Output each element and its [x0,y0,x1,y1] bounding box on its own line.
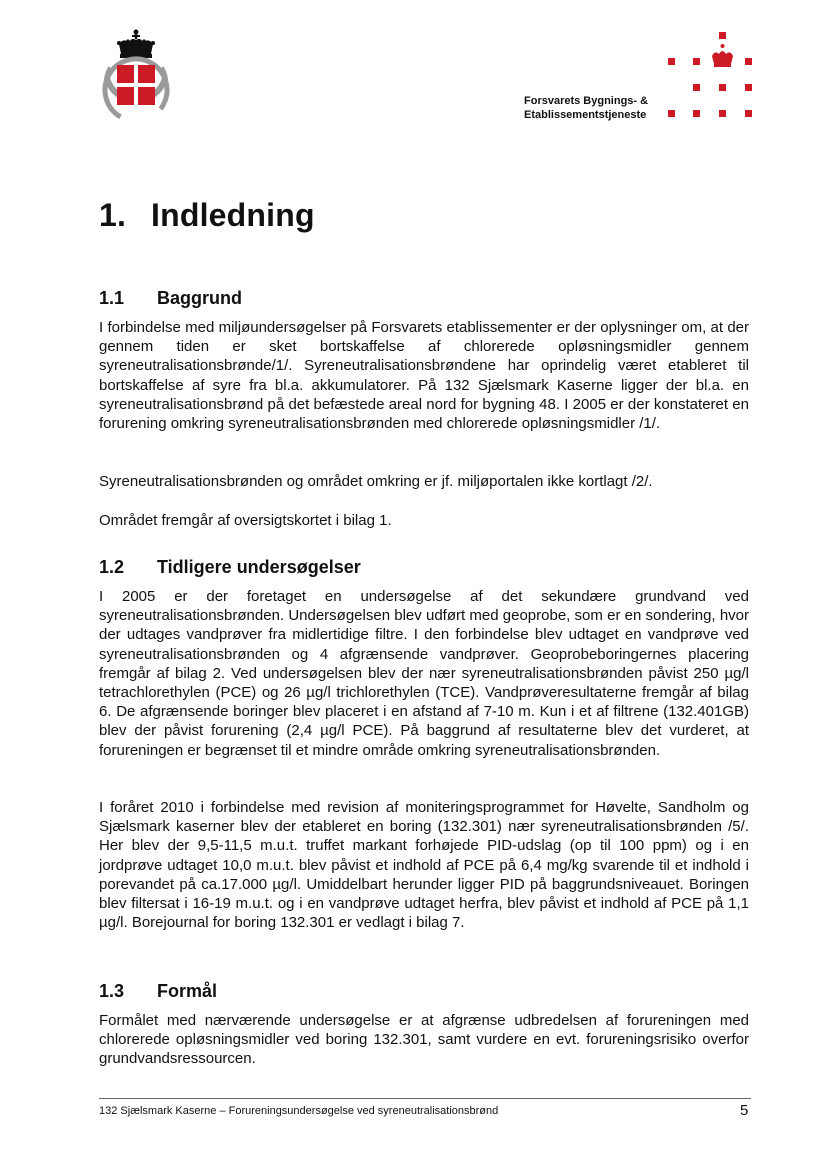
section-heading-formaal [99,981,217,1002]
section-number: 1.2 [99,557,125,577]
paragraph: Syreneutralisationsbrønden og området omkring er jf. miljøportalen ikke kortlagt /2/. [99,473,653,490]
paragraph: Formålet med nærværende undersøgelse er at afgrænse udbredelsen af forureningen med chlorerede opløsningsmidler ved boring 132.301, samt vurdere en evt. forureningsrisiko overfor grundvandsressourcen. [99,1012,749,1068]
paragraph: I 2005 er der foretaget en undersøgelse af det sekundære grundvand ved syreneutralisationsbrønden. Undersøgelsen blev udført med geoprobe, som er en sondering, hvor der udtages vandprøver fra midlertidige filtre. I den forbindelse blev udtaget en vandprøve ved syreneutralisationsbrønden og 4 afgrænsende vandprøver. Geoprobeboringernes placering fremgår af bilag 2. Ved undersøgelsen blev der nær syreneutralisationsbrønden påvist 250 µg/l tetrachlorethylen (PCE) og 26 µg/l trichlorethylen (TCE). Vandprøveresultaterne fremgår af bilag 6. De afgrænsende boringer blev placeret i en afstand af 7-10 m. Kun i et af filtrene (132.401GB) blev der påvist forurening (2,4 µg/l PCE). På baggrund af resultaterne blev det vurderet, at forureningen er begrænset til et mindre område omkring syreneutralisationsbrønden. [99,588,749,759]
section-title: Formål [157,981,218,1001]
organization-name [524,94,664,122]
chapter-title: Indledning [151,197,315,233]
crown-square-grid-logo-icon [664,30,756,120]
footer-document-title: 132 Sjælsmark Kaserne – Forureningsundersøgelse ved syreneutralisationsbrønd [99,1105,499,1117]
section-heading-tidligere-undersogelser [99,557,361,578]
section-title: Tidligere undersøgelser [157,557,361,577]
footer-divider [99,1098,751,1099]
crown-shield-logo-icon [97,28,175,126]
page-number: 5 [740,1102,749,1119]
chapter-number: 1. [99,197,127,233]
paragraph: Området fremgår af oversigtskortet i bilag 1. [99,512,392,529]
organization-name-line2: Etablissementstjeneste [524,109,647,121]
section-heading-baggrund [99,288,242,309]
chapter-heading [99,197,315,234]
section-number: 1.1 [99,288,125,308]
paragraph: I forbindelse med miljøundersøgelser på Forsvarets etablissementer er der oplysninger om, at der gennem tiden er sket bortskaffelse af chlorerede opløsningsmidler gennem syreneutralisationsbrønde/1/. Syreneutralisationsbrøndene har oprindelig været etableret til bortskaffelse af syre fra bl.a. akkumulatorer. På 132 Sjælsmark Kaserne ligger der bl.a. en syreneutralisationsbrønd på det befæstede areal nord for bygning 48. I 2005 er der konstateret en forurening omkring syreneutralisationsbrønden med chlorerede opløsningsmidler /1/. [99,319,749,433]
section-title: Baggrund [157,288,242,308]
organization-name-line1: Forsvarets Bygnings- & [524,95,649,107]
section-number: 1.3 [99,981,125,1001]
paragraph: I foråret 2010 i forbindelse med revision af moniteringsprogrammet for Høvelte, Sandholm og Sjælsmark kaserner blev der etableret en boring (132.301) nær syreneutralisationsbrønden /5/. Her blev der 9,5-11,5 m.u.t. truffet markant forhøjede PID-udslag (op til 100 ppm) og i en jordprøve udtaget 10,0 m.u.t. blev påvist et indhold af PCE på 6,4 mg/kg svarende til et indhold i porevandet på ca.17.000 µg/l. Umiddelbart herunder ligger PID på baggrundsniveauet. Boringen blev filtersat i 16-19 m.u.t. og i en vandprøve udtaget herfra, blev påvist et indhold af PCE på 1,1 µg/l. Borejournal for boring 132.301 er vedlagt i bilag 7. [99,799,749,932]
